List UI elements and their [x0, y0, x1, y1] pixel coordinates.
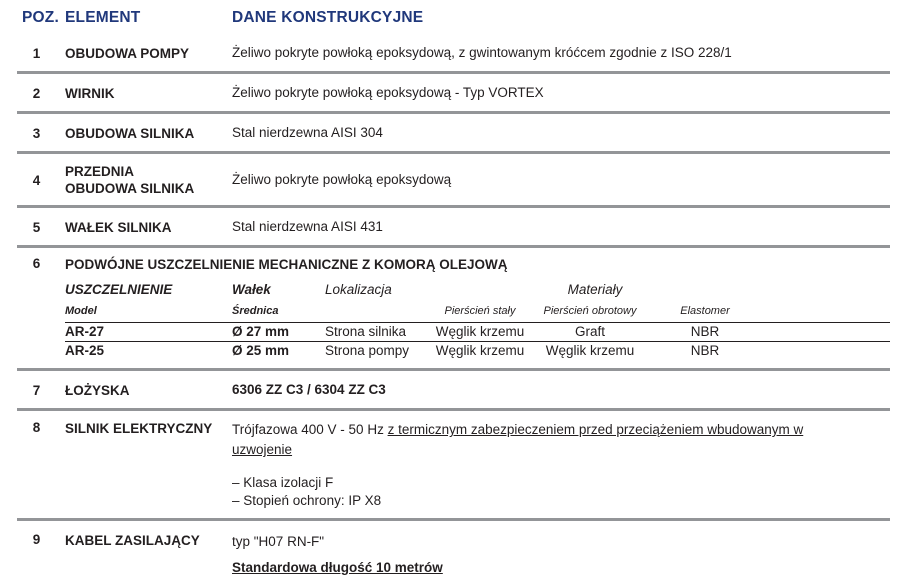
poz-number: 6 — [32, 256, 41, 271]
table-row — [0, 411, 899, 518]
seal-srednica: Ø 25 mm — [232, 342, 325, 361]
poz-number: 5 — [32, 219, 41, 235]
seal-section — [0, 248, 899, 368]
seal-subcol-pierscien-obrotowy: Pierścień obrotowy — [543, 305, 637, 317]
protection-rating: – Stopień ochrony: IP X8 — [232, 493, 382, 508]
seal-model: AR-25 — [65, 342, 232, 361]
seal-model: AR-27 — [65, 323, 232, 342]
poz-number: 9 — [32, 532, 41, 547]
seal-lokalizacja: Strona silnika — [325, 323, 430, 342]
table-row — [0, 521, 899, 586]
construction-data: Stal nierdzewna AISI 431 — [232, 219, 383, 234]
motor-specs-list — [232, 474, 862, 510]
thermal-protection-note: z termicznym zabezpieczeniem przed przeciążeniem wbudowanym w uzwojenie — [232, 422, 804, 457]
seal-pierscien-staly: Węglik krzemu — [430, 342, 530, 361]
seal-col-walek: Wałek — [232, 282, 271, 297]
element-name: WIRNIK — [65, 85, 115, 101]
seal-data-row — [65, 323, 890, 342]
seal-srednica: Ø 27 mm — [232, 323, 325, 342]
table-row — [0, 114, 899, 151]
construction-data: Żeliwo pokryte powłoką epoksydową - Typ VORTEX — [232, 85, 544, 100]
seal-subcol-pierscien-staly: Pierścień stały — [444, 305, 516, 317]
table-row — [0, 34, 899, 71]
cable-type: typ "H07 RN-F" — [232, 534, 325, 549]
seal-subcol-srednica: Średnica — [232, 305, 279, 317]
seal-subcol-elastomer: Elastomer — [680, 305, 730, 317]
element-name: PRZEDNIA OBUDOWA SILNIKA — [65, 164, 195, 196]
table-row — [0, 154, 899, 205]
element-name: WAŁEK SILNIKA — [65, 219, 172, 235]
seal-col-uszczelnienie: USZCZELNIENIE — [65, 282, 173, 297]
seal-table — [65, 282, 890, 360]
construction-data — [232, 420, 890, 510]
header-poz: POZ. — [22, 9, 59, 26]
element-name: OBUDOWA SILNIKA — [65, 125, 195, 141]
seal-pierscien-obrotowy: Graft — [530, 323, 650, 342]
header-element: ELEMENT — [65, 9, 141, 26]
motor-description: Trójfazowa 400 V - 50 Hz z termicznym zabezpieczeniem przed przeciążeniem wbudowanym w uzwojenie — [232, 422, 804, 457]
seal-group-header-row — [65, 282, 890, 303]
cable-length-note: Standardowa długość 10 metrów — [232, 560, 443, 575]
poz-number: 2 — [32, 85, 41, 101]
construction-data — [232, 532, 890, 578]
seal-subheader-row — [65, 303, 890, 323]
seal-data-row — [65, 342, 890, 361]
seal-col-materialy: Materiały — [567, 282, 623, 297]
construction-data: 6306 ZZ C3 / 6304 ZZ C3 — [232, 382, 386, 397]
element-name: SILNIK ELEKTRYCZNY — [65, 421, 213, 436]
seal-elastomer: NBR — [650, 342, 760, 361]
poz-number: 7 — [32, 382, 41, 398]
element-name: KABEL ZASILAJĄCY — [65, 533, 200, 548]
element-name: OBUDOWA POMPY — [65, 45, 190, 61]
construction-data: Żeliwo pokryte powłoką epoksydową, z gwintowanym króćcem zgodnie z ISO 228/1 — [232, 45, 732, 60]
seal-lokalizacja: Strona pompy — [325, 342, 430, 361]
poz-number: 4 — [32, 172, 41, 188]
poz-number: 3 — [32, 125, 41, 141]
seal-pierscien-staly: Węglik krzemu — [430, 323, 530, 342]
construction-data: Żeliwo pokryte powłoką epoksydową — [232, 172, 452, 187]
seal-section-title: PODWÓJNE USZCZELNIENIE MECHANICZNE Z KOMORĄ OLEJOWĄ — [65, 257, 508, 272]
table-row — [0, 371, 899, 408]
poz-number: 1 — [32, 45, 41, 61]
header-dane: DANE KONSTRUKCYJNE — [232, 9, 424, 26]
seal-pierscien-obrotowy: Węglik krzemu — [530, 342, 650, 361]
element-name: ŁOŻYSKA — [65, 382, 130, 398]
seal-col-lokalizacja: Lokalizacja — [325, 282, 392, 297]
table-header — [0, 0, 899, 34]
table-row — [0, 208, 899, 245]
construction-data: Stal nierdzewna AISI 304 — [232, 125, 383, 140]
table-row — [0, 74, 899, 111]
seal-subcol-model: Model — [65, 305, 97, 317]
insulation-class: – Klasa izolacji F — [232, 475, 334, 490]
seal-elastomer: NBR — [650, 323, 760, 342]
poz-number: 8 — [32, 420, 41, 435]
